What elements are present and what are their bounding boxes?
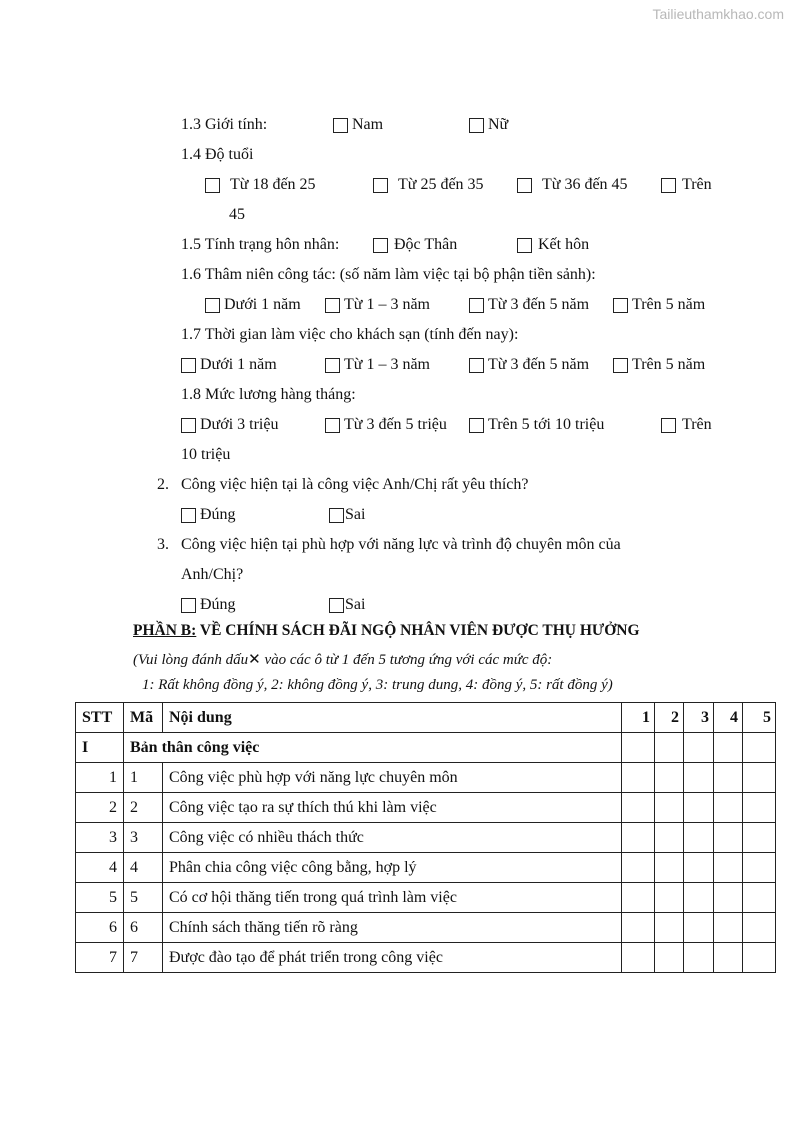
q15-option-single[interactable]: Độc Thân xyxy=(373,235,457,255)
table-header-row xyxy=(76,703,776,733)
checkbox[interactable] xyxy=(329,598,344,613)
part-b-title xyxy=(133,622,640,640)
q16-label: 1.6 Thâm niên công tác: (số năm làm việc tại bộ phận tiền sảnh): xyxy=(181,266,596,283)
rating-cell[interactable] xyxy=(743,943,776,973)
rating-cell[interactable] xyxy=(714,793,743,823)
q14-option-1[interactable]: Từ 18 đến 25 xyxy=(205,175,316,195)
q3-text: Công việc hiện tại phù hợp với năng lực và trình độ chuyên môn của xyxy=(181,536,621,553)
row-content: Phân chia công việc công bằng, hợp lý xyxy=(163,853,622,883)
row-stt: 3 xyxy=(76,823,124,853)
q17-option-4[interactable]: Trên 5 năm xyxy=(613,355,705,375)
checkbox[interactable] xyxy=(661,418,676,433)
q17-option-1[interactable]: Dưới 1 năm xyxy=(181,355,277,375)
q3-number: 3. xyxy=(157,536,169,553)
row-stt: 2 xyxy=(76,793,124,823)
row-stt: 6 xyxy=(76,913,124,943)
q16-option-1[interactable]: Dưới 1 năm xyxy=(205,295,301,315)
part-b-label: PHẦN B: xyxy=(133,622,197,639)
table-row xyxy=(76,763,776,793)
table-row xyxy=(76,913,776,943)
q15-label: 1.5 Tính trạng hôn nhân: xyxy=(181,236,340,253)
rating-cell[interactable] xyxy=(684,943,714,973)
q18-option-4[interactable]: Trên xyxy=(661,415,712,435)
q2-option-true[interactable]: Đúng xyxy=(181,505,236,525)
checkbox[interactable] xyxy=(325,298,340,313)
q14-option-2[interactable]: Từ 25 đến 35 xyxy=(373,175,484,195)
rating-cell[interactable] xyxy=(622,883,655,913)
q3-option-true[interactable]: Đúng xyxy=(181,595,236,615)
rating-cell[interactable] xyxy=(684,823,714,853)
rating-cell[interactable] xyxy=(684,733,714,763)
row-ma: 2 xyxy=(124,793,163,823)
header-content: Nội dung xyxy=(163,703,622,733)
rating-cell[interactable] xyxy=(622,733,655,763)
q18-option-2[interactable]: Từ 3 đến 5 triệu xyxy=(325,415,447,435)
rating-cell[interactable] xyxy=(743,733,776,763)
row-stt: 7 xyxy=(76,943,124,973)
table-row xyxy=(76,943,776,973)
rating-cell[interactable] xyxy=(714,823,743,853)
rating-cell[interactable] xyxy=(714,733,743,763)
rating-cell[interactable] xyxy=(743,823,776,853)
rating-cell[interactable] xyxy=(655,883,684,913)
checkbox[interactable] xyxy=(517,178,532,193)
header-score-4: 4 xyxy=(714,703,743,733)
q3-text-cont: Anh/Chị? xyxy=(181,566,244,583)
header-score-5: 5 xyxy=(743,703,776,733)
rating-cell[interactable] xyxy=(743,793,776,823)
x-mark-icon: ✕ xyxy=(248,650,261,668)
q2-number: 2. xyxy=(157,476,169,493)
row-content: Được đào tạo để phát triển trong công việc xyxy=(163,943,622,973)
table-row xyxy=(76,853,776,883)
row-content: Công việc tạo ra sự thích thú khi làm việc xyxy=(163,793,622,823)
q3-option-false[interactable]: Sai xyxy=(329,595,365,615)
rating-cell[interactable] xyxy=(684,853,714,883)
row-ma: 7 xyxy=(124,943,163,973)
rating-cell[interactable] xyxy=(655,853,684,883)
rating-cell[interactable] xyxy=(655,763,684,793)
header-score-1: 1 xyxy=(622,703,655,733)
checkbox[interactable] xyxy=(469,358,484,373)
instruction-line-1: (Vui lòng đánh dấu✕ vào các ô từ 1 đến 5 tương ứng với các mức độ: xyxy=(133,650,553,668)
table-row xyxy=(76,793,776,823)
rating-cell[interactable] xyxy=(743,853,776,883)
q13-option-male[interactable]: Nam xyxy=(333,115,383,135)
q17-label: 1.7 Thời gian làm việc cho khách sạn (tính đến nay): xyxy=(181,326,519,343)
q17-option-2[interactable]: Từ 1 – 3 năm xyxy=(325,355,430,375)
instruction-line-2: 1: Rất không đồng ý, 2: không đồng ý, 3: trung dung, 4: đồng ý, 5: rất đồng ý) xyxy=(142,677,613,693)
rating-cell[interactable] xyxy=(714,853,743,883)
row-content: Có cơ hội thăng tiến trong quá trình làm việc xyxy=(163,883,622,913)
q16-option-2[interactable]: Từ 1 – 3 năm xyxy=(325,295,430,315)
rating-cell[interactable] xyxy=(622,913,655,943)
part-b-heading: VỀ CHÍNH SÁCH ĐÃI NGỘ NHÂN VIÊN ĐƯỢC THỤ HƯỞNG xyxy=(196,622,640,639)
checkbox[interactable] xyxy=(373,178,388,193)
rating-cell[interactable] xyxy=(655,943,684,973)
rating-table xyxy=(75,702,776,973)
q14-option-4-cont: 45 xyxy=(229,206,245,223)
checkbox[interactable] xyxy=(325,418,340,433)
checkbox[interactable] xyxy=(325,358,340,373)
section-title: Bản thân công việc xyxy=(124,733,622,763)
table-row xyxy=(76,883,776,913)
q18-option-1[interactable]: Dưới 3 triệu xyxy=(181,415,278,435)
row-ma: 5 xyxy=(124,883,163,913)
row-stt: 1 xyxy=(76,763,124,793)
header-score-3: 3 xyxy=(684,703,714,733)
q18-option-4-cont: 10 triệu xyxy=(181,446,231,463)
checkbox[interactable] xyxy=(205,178,220,193)
row-ma: 3 xyxy=(124,823,163,853)
checkbox[interactable] xyxy=(469,118,484,133)
q14-option-3[interactable]: Từ 36 đến 45 xyxy=(517,175,628,195)
checkbox[interactable] xyxy=(469,298,484,313)
row-stt: 5 xyxy=(76,883,124,913)
checkbox[interactable] xyxy=(181,508,196,523)
q2-option-false[interactable]: Sai xyxy=(329,505,365,525)
checkbox[interactable] xyxy=(661,178,676,193)
rating-cell[interactable] xyxy=(622,853,655,883)
row-ma: 6 xyxy=(124,913,163,943)
checkbox[interactable] xyxy=(181,598,196,613)
q15-option-married[interactable]: Kết hôn xyxy=(517,235,589,255)
header-ma: Mã xyxy=(124,703,163,733)
rating-cell[interactable] xyxy=(714,763,743,793)
rating-cell[interactable] xyxy=(684,913,714,943)
rating-cell[interactable] xyxy=(714,943,743,973)
rating-cell[interactable] xyxy=(743,913,776,943)
row-stt: 4 xyxy=(76,853,124,883)
row-content: Công việc phù hợp với năng lực chuyên môn xyxy=(163,763,622,793)
rating-cell[interactable] xyxy=(622,823,655,853)
header-score-2: 2 xyxy=(655,703,684,733)
section-stt: I xyxy=(76,733,124,763)
rating-cell[interactable] xyxy=(655,733,684,763)
rating-cell[interactable] xyxy=(684,883,714,913)
rating-cell[interactable] xyxy=(655,793,684,823)
row-content: Công việc có nhiều thách thức xyxy=(163,823,622,853)
rating-cell[interactable] xyxy=(655,913,684,943)
rating-cell[interactable] xyxy=(622,943,655,973)
rating-cell[interactable] xyxy=(714,913,743,943)
q14-option-4[interactable]: Trên xyxy=(661,175,712,195)
checkbox[interactable] xyxy=(613,358,628,373)
header-stt: STT xyxy=(76,703,124,733)
row-ma: 4 xyxy=(124,853,163,883)
q18-option-3[interactable]: Trên 5 tới 10 triệu xyxy=(469,415,604,435)
q16-option-3[interactable]: Từ 3 đến 5 năm xyxy=(469,295,589,315)
checkbox[interactable] xyxy=(181,358,196,373)
checkbox[interactable] xyxy=(329,508,344,523)
q18-label: 1.8 Mức lương hàng tháng: xyxy=(181,386,356,403)
q17-option-3[interactable]: Từ 3 đến 5 năm xyxy=(469,355,589,375)
section-row xyxy=(76,733,776,763)
checkbox[interactable] xyxy=(613,298,628,313)
table-row xyxy=(76,823,776,853)
q16-option-4[interactable]: Trên 5 năm xyxy=(613,295,705,315)
checkbox[interactable] xyxy=(205,298,220,313)
rating-cell[interactable] xyxy=(714,883,743,913)
checkbox[interactable] xyxy=(333,118,348,133)
q13-label: 1.3 Giới tính: xyxy=(181,116,268,133)
q14-label: 1.4 Độ tuổi xyxy=(181,146,254,163)
q13-option-female[interactable]: Nữ xyxy=(469,115,508,135)
rating-cell[interactable] xyxy=(743,763,776,793)
rating-cell[interactable] xyxy=(622,793,655,823)
rating-cell[interactable] xyxy=(684,763,714,793)
rating-cell[interactable] xyxy=(684,793,714,823)
rating-cell[interactable] xyxy=(622,763,655,793)
checkbox[interactable] xyxy=(517,238,532,253)
row-content: Chính sách thăng tiến rõ ràng xyxy=(163,913,622,943)
row-ma: 1 xyxy=(124,763,163,793)
watermark: Tailieuthamkhao.com xyxy=(652,6,784,22)
checkbox[interactable] xyxy=(469,418,484,433)
rating-cell[interactable] xyxy=(655,823,684,853)
rating-cell[interactable] xyxy=(743,883,776,913)
checkbox[interactable] xyxy=(373,238,388,253)
q2-text: Công việc hiện tại là công việc Anh/Chị rất yêu thích? xyxy=(181,476,529,493)
checkbox[interactable] xyxy=(181,418,196,433)
